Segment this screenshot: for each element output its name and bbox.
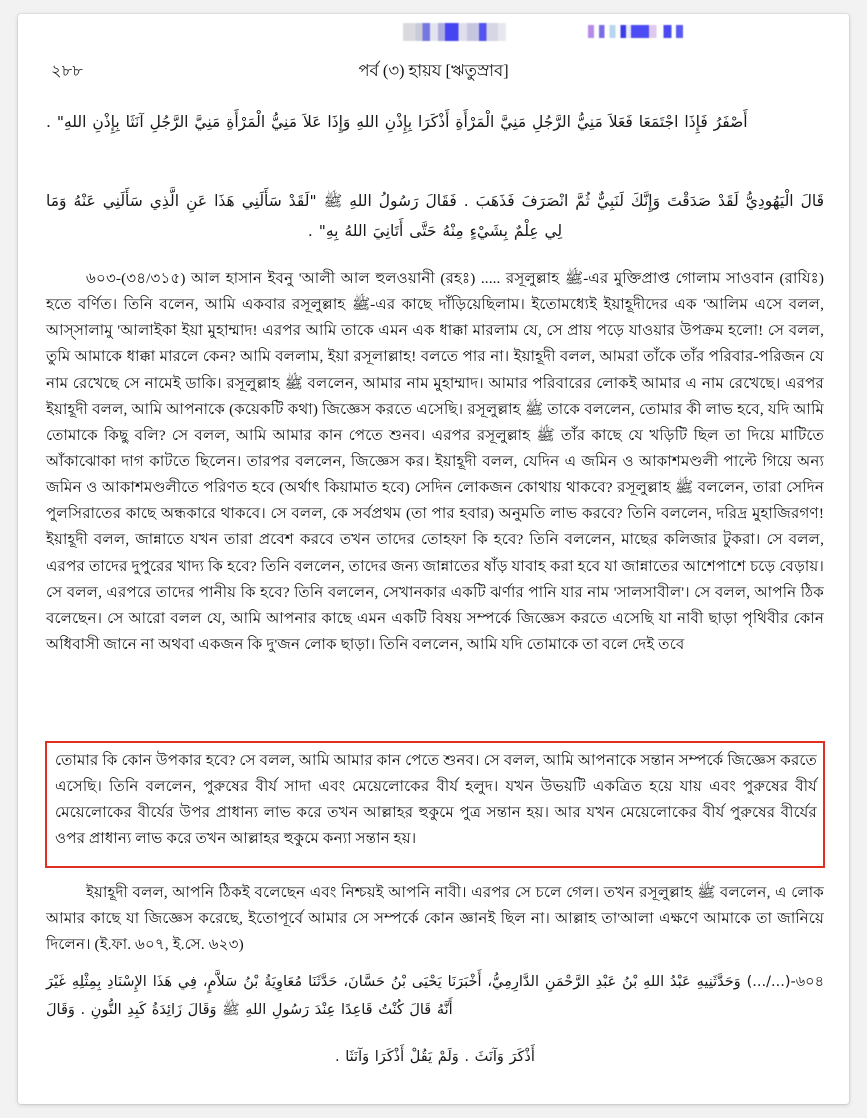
running-head xyxy=(18,58,849,84)
document-page xyxy=(18,14,849,1104)
chapter-title: পর্ব (৩) হায়য [ঋতুস্রাব] xyxy=(358,61,509,80)
redacted-text-block-right xyxy=(588,25,686,38)
arabic-passage-bottom-second: أَذْكَرَ وَآنَثَ . وَلَمْ يَقُلْ أَذْكَرَا وَآنَثَا . xyxy=(335,1049,535,1065)
page-number: ২৮৮ xyxy=(51,63,84,80)
arabic-passage-top: أَصْفَرُ فَإِذَا اجْتَمَعَا فَعَلاَ مَنِيُّ الرَّجُلِ مَنِيَّ الْمَرْأَةِ أَذْكَرَا بِإِذْنِ اللهِ وَإِذَا عَلاَ مَنِيُّ الْمَرْأَةِ مَنِيَّ الرَّجُلِ آنَثَا بِإِذْنِ اللهِ" . xyxy=(46,113,748,131)
arabic-passage-second: قَالَ الْيَهُودِيُّ لَقَدْ صَدَقْتَ وَإِنَّكَ لَنَبِيٌّ ثُمَّ انْصَرَفَ فَذَهَبَ . فَقَالَ رَسُولُ اللهِ ﷺ "لَقَدْ سَأَلَنِي هَذَا عَنِ الَّذِي سَأَلَنِي عَنْهُ وَمَا لِي عِلْمٌ بِشَيْءٍ مِنْهُ حَتَّى أَتَانِيَ اللهُ بِهِ" . xyxy=(46,192,824,241)
highlighted-passage-text: তোমার কি কোন উপকার হবে? সে বলল, আমি আমার কান পেতে শুনব। সে বলল, আমি আপনাকে সন্তান সম্পর্কে জিজ্ঞেস করতে এসেছি। তিনি বললেন, পুরুষের বীর্য সাদা এবং মেয়েলোকের বীর্য হলুদ। যখন উভয়টি একত্রিত হয়ে যায় এবং পুরুষের বীর্য মেয়েলোকের বীর্যের উপর প্রাধান্য লাভ করে তখন আল্লাহর হুকুমে পুত্র সন্তান হয়। আর যখন মেয়েলোকের বীর্য পুরুষের বীর্যের ওপর প্রাধান্য লাভ করে তখন আল্লাহর হুকুমে কন্যা সন্তান হয়। xyxy=(55,752,817,848)
hadith-bangla-conclusion: ইয়াহূদী বলল, আপনি ঠিকই বলেছেন এবং নিশ্চয়ই আপনি নাবী। এরপর সে চলে গেল। তখন রসূলুল্লাহ ﷺ বললেন, এ লোক আমার কাছে যা জিজ্ঞেস করেছে, ইতোপূর্বে আমার সে সম্পর্কে কোন জ্ঞানই ছিল না। আল্লাহ তা'আলা এক্ষণে আমাকে তা জানিয়ে দিলেন। (ই.ফা. ৬০৭, ই.সে. ৬২৩) xyxy=(46,884,824,954)
redacted-text-block-left xyxy=(403,23,506,41)
red-highlight-box xyxy=(45,741,825,868)
hadith-bangla-body: ৬০৩-(৩৪/৩১৫) আল হাসান ইবনু 'আলী আল হুলওয়ানী (রহঃ) ..... রসূলুল্লাহ ﷺ-এর মুক্তিপ্রাপ্ত গোলাম সাওবান (রাযিঃ) হতে বর্ণিত। তিনি বলেন, আমি একবার রসূলুল্লাহ ﷺ-এর কাছে দাঁড়িয়েছিলাম। ইতোমধ্যেই ইয়াহূদীদের এক 'আলিম এসে বলল, আস্‌সালামু 'আলাইকা ইয়া মুহাম্মাদ! এরপর আমি তাকে এমন এক ধাক্কা মারলাম যে, সে প্রায় পড়ে যাওয়ার উপক্রম হলো! সে বলল, তুমি আমাকে ধাক্কা মারলে কেন? আমি বললাম, ইয়া রসূলাল্লাহ! বলতে পার না। ইয়াহূদী বলল, আমরা তাঁকে তাঁর পরিবার-পরিজন যে নাম রেখেছে সে নামেই ডাকি। রসূলুল্লাহ ﷺ বললেন, আমার নাম মুহাম্মাদ। আমার পরিবারের লোকই আমার এ নাম রেখেছে। এরপর ইয়াহূদী বলল, আমি আপনাকে (কয়েকটি কথা) জিজ্ঞেস করতে এসেছি। রসূলুল্লাহ ﷺ তাকে বললেন, তোমার কী লাভ হবে, যদি আমি তোমাকে কিছু বলি? সে বলল, আমি আমার কান পেতে শুনব। এরপর রসূলুল্লাহ ﷺ তাঁর কাছে যে খড়িটি ছিল তা দিয়ে মাটিতে আঁকাঝোকা দাগ কাটতে ছিলেন। তারপর বললেন, জিজ্ঞেস কর। ইয়াহূদী বলল, যেদিন এ জমিন ও আকাশমণ্ডলী পাল্টে গিয়ে অন্য জমিন ও আকাশমণ্ডলীতে পরিণত হবে (অর্থাৎ কিয়ামাত হবে) সেদিন লোকজন কোথায় থাকবে? রসূলুল্লাহ ﷺ বললেন, তারা সেদিন পুলসিরাতের কাছে অন্ধকারে থাকবে। সে বলল, কে সর্বপ্রথম (তা পার হবার) অনুমতি লাভ করবে? তিনি বললেন, দরিদ্র মুহাজিরগণ! ইয়াহূদী বলল, জান্নাতে যখন তারা প্রবেশ করবে তখন তাদের তোহফা কি হবে? তিনি বললেন, মাছের কলিজার টুকরা। সে বলল, এরপর তাদের দুপুরের খাদ্য কি হবে? তিনি বললেন, তাদের জন্য জান্নাতের ষাঁড় যাবাহ করা হবে যা জান্নাতের আশেপাশে চড়ে বেড়ায়। সে বলল, এরপরে তাদের পানীয় কি হবে? তিনি বললেন, সেখানকার একটি ঝর্ণার পানি যার নাম 'সালসাবীল'। সে বলল, আপনি ঠিক বলেছেন। সে আরো বলল যে, আমি আপনার কাছে এমন একটি বিষয় সম্পর্কে জিজ্ঞেস করতে এসেছি যা নাবী ছাড়া পৃথিবীর কোন অধিবাসী জানে না অথবা একজন কি দু'জন লোক ছাড়া। তিনি বললেন, আমি যদি তোমাকে তা বলে দেই তবে xyxy=(46,270,825,653)
arabic-passage-bottom-first: ৬০৪-(.../...) وَحَدَّثَنِيهِ عَبْدُ اللهِ بْنُ عَبْدِ الرَّحْمَنِ الدَّارِمِيُّ، أَخْبَرَنَا يَحْيَى بْنُ حَسَّانَ، حَدَّثَنَا مُعَاوِيَةُ بْنُ سَلاَّمٍ، فِي هَذَا الإِسْنَادِ بِمِثْلِهِ غَيْرَ أَنَّهُ قَالَ كُنْتُ قَاعِدًا عِنْدَ رَسُولِ اللهِ ﷺ وَقَالَ زَائِدَةُ كَبِدِ النُّونِ . وَقَالَ xyxy=(46,974,824,1018)
redaction-row xyxy=(18,14,849,60)
